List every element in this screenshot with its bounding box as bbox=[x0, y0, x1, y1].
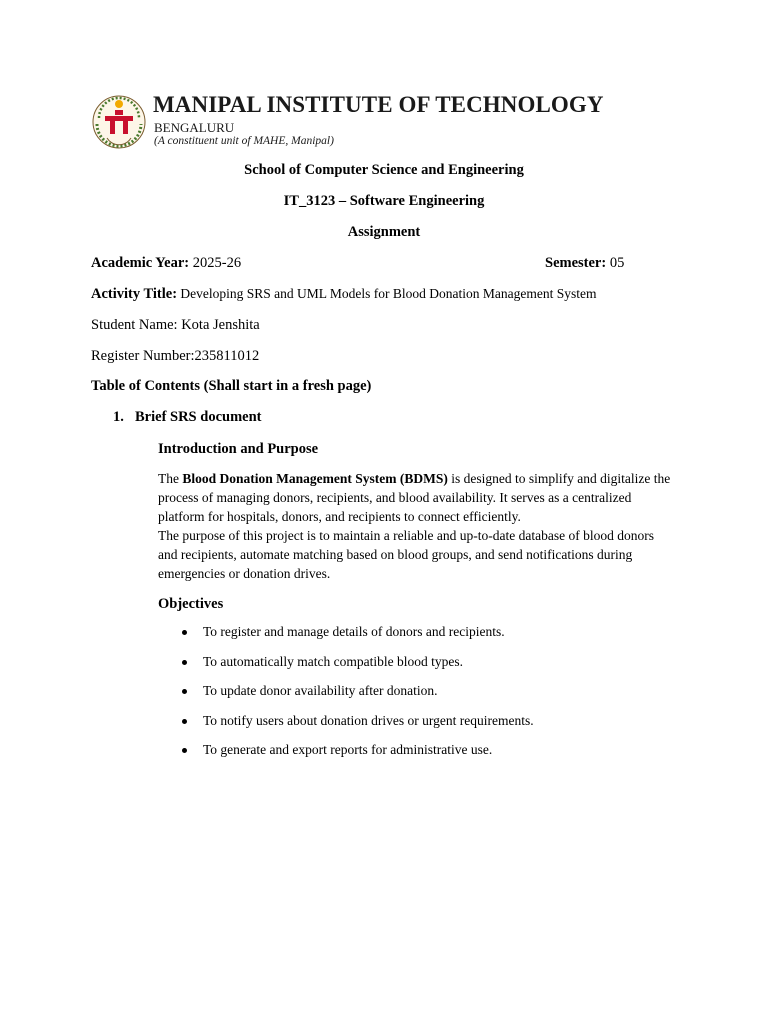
bullet-icon bbox=[182, 719, 187, 724]
mit-seal-icon bbox=[91, 94, 147, 150]
academic-year bbox=[91, 255, 241, 272]
bullet-icon bbox=[182, 689, 187, 694]
bullet-icon bbox=[182, 748, 187, 753]
bullet-icon bbox=[182, 660, 187, 665]
semester bbox=[545, 255, 624, 272]
toc-heading: Table of Contents (Shall start in a fresh page) bbox=[91, 378, 372, 394]
intro-system-name: Blood Donation Management System (BDMS) bbox=[182, 471, 448, 486]
objectives-heading: Objectives bbox=[158, 596, 224, 612]
list-item bbox=[158, 713, 678, 743]
activity-title-value: Developing SRS and UML Models for Blood Donation Management System bbox=[177, 286, 597, 301]
intro-paragraph bbox=[158, 469, 673, 526]
document-type: Assignment bbox=[347, 224, 421, 240]
purpose-paragraph: The purpose of this project is to maintain a reliable and up-to-date database of blood donors and recipients, automate matching based on blood groups, and send notifications during emergencies or donation drives. bbox=[158, 528, 654, 581]
student-name: Student Name: Kota Jenshita bbox=[91, 317, 260, 333]
section-1-heading bbox=[113, 409, 261, 426]
list-item bbox=[158, 742, 678, 772]
semester-value: 05 bbox=[606, 255, 625, 271]
section-number: 1. bbox=[113, 409, 124, 425]
school-name: School of Computer Science and Engineering bbox=[244, 162, 524, 178]
objective-text: To generate and export reports for administrative use. bbox=[203, 742, 493, 757]
list-item bbox=[158, 624, 678, 654]
institute-header bbox=[91, 92, 631, 164]
institute-unit-note: (A constituent unit of MAHE, Manipal) bbox=[154, 135, 334, 147]
objective-text: To automatically match compatible blood types. bbox=[203, 653, 463, 669]
intro-rest: is designed to simplify and digitalize the process of managing donors, recipients, and blood availability. It serves as a centralized platform for hospitals, donors, and recipients to connect efficiently. bbox=[158, 471, 671, 524]
intro-lead: The bbox=[158, 471, 183, 486]
objective-text: To update donor availability after donation. bbox=[203, 683, 438, 698]
institute-name: MANIPAL INSTITUTE OF TECHNOLOGY bbox=[153, 92, 604, 117]
activity-title bbox=[91, 286, 597, 303]
section-title: Brief SRS document bbox=[135, 409, 262, 425]
bullet-icon bbox=[182, 630, 187, 635]
course-title: IT_3123 – Software Engineering bbox=[283, 193, 485, 209]
objective-text: To register and manage details of donors and recipients. bbox=[203, 624, 505, 639]
institute-city: BENGALURU bbox=[154, 120, 235, 135]
academic-year-label: Academic Year: bbox=[91, 255, 190, 271]
objective-text: To notify users about donation drives or urgent requirements. bbox=[203, 712, 534, 728]
academic-year-value: 2025-26 bbox=[189, 255, 242, 271]
intro-heading: Introduction and Purpose bbox=[158, 441, 319, 457]
list-item bbox=[158, 654, 678, 684]
activity-title-label: Activity Title: bbox=[91, 286, 178, 302]
register-number: Register Number:235811012 bbox=[91, 348, 260, 364]
objectives-list bbox=[158, 624, 678, 772]
semester-label: Semester: bbox=[545, 255, 607, 271]
list-item bbox=[158, 683, 678, 713]
